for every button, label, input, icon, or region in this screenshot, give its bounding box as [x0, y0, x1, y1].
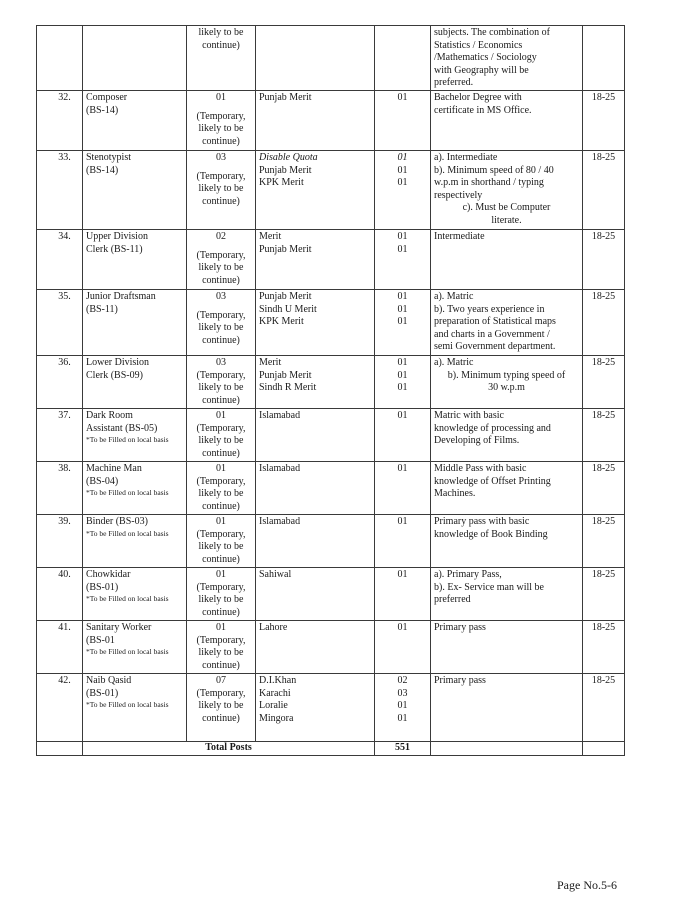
sno-cell: 36.	[37, 356, 83, 409]
post-title-cell	[83, 462, 187, 515]
qualification-cell	[431, 151, 583, 230]
qualification-line: Primary pass	[434, 622, 486, 633]
table-row	[37, 356, 625, 409]
quota-line: Karachi	[259, 687, 291, 699]
table-row	[37, 621, 625, 674]
qualification-cell	[431, 91, 583, 151]
qualification-cell	[431, 230, 583, 290]
posts-note-line: likely to be	[198, 123, 244, 134]
quota-count-line: 01	[397, 712, 408, 724]
quota-cell	[256, 462, 375, 515]
posts-note-line: continue)	[202, 659, 240, 671]
total-blank-cell	[431, 742, 583, 756]
quota-line: Islamabad	[259, 410, 301, 421]
quota-count-line: 01	[397, 382, 408, 393]
posts-note-line: likely to be	[198, 488, 244, 499]
total-blank-cell	[583, 742, 625, 756]
post-title-line: Binder (BS-03)	[86, 516, 148, 527]
posts-note-line: continue)	[202, 500, 240, 512]
posts-count: 07	[216, 675, 226, 686]
qualification-line: 30 w.p.m	[488, 382, 525, 393]
qualification-line: knowledge of Book Binding	[434, 528, 548, 540]
post-title-line: (BS-01)	[86, 687, 119, 699]
qualification-line: Machines.	[434, 488, 476, 499]
table-row	[37, 151, 625, 230]
posts-note-line: likely to be	[198, 435, 244, 446]
qualification-line: literate.	[491, 214, 522, 226]
sno-cell	[37, 26, 83, 91]
post-title-line: Stenotypist	[86, 152, 132, 163]
post-title-cell	[83, 409, 187, 462]
quota-count-line: 01	[397, 92, 408, 103]
quota-count-cell	[375, 409, 431, 462]
posts-note-line: continue)	[202, 553, 240, 565]
quota-count-cell	[375, 91, 431, 151]
post-title-line: Composer	[86, 92, 128, 103]
qualification-cell	[431, 621, 583, 674]
age-cell: 18-25	[583, 515, 625, 568]
quota-count-cell	[375, 230, 431, 290]
quota-line: Punjab Merit	[259, 92, 312, 103]
qualification-cell	[431, 356, 583, 409]
posts-note-line: likely to be	[198, 647, 244, 658]
posts-note-line: (Temporary,	[196, 309, 246, 321]
qualification-line: a). Intermediate	[434, 152, 498, 163]
post-title-line: Chowkidar	[86, 569, 131, 580]
quota-cell	[256, 91, 375, 151]
quota-line: KPK Merit	[259, 316, 304, 327]
posts-cell	[187, 26, 256, 91]
quota-count-line: 01	[397, 463, 408, 474]
local-basis-note: *To be Filled on local basis	[86, 528, 169, 538]
posts-count: 03	[216, 357, 226, 368]
quota-cell	[256, 515, 375, 568]
posts-note-line: (Temporary,	[196, 110, 246, 122]
posts-note-line: continue)	[202, 195, 240, 207]
posts-cell	[187, 230, 256, 290]
age-cell: 18-25	[583, 568, 625, 621]
table-row	[37, 515, 625, 568]
posts-cell	[187, 290, 256, 356]
posts-count: 01	[216, 463, 226, 474]
total-label: Total Posts	[83, 742, 375, 756]
quota-count-cell	[375, 356, 431, 409]
quota-line: Islamabad	[259, 463, 301, 474]
quota-line: Disable Quota	[259, 152, 318, 163]
posts-note-line: likely to be	[198, 382, 244, 393]
qualification-line: preferred	[434, 594, 471, 605]
quota-line: Merit	[259, 231, 282, 242]
posts-note-line: continue)	[202, 394, 240, 406]
quota-count-line: 01	[397, 231, 408, 242]
table-row	[37, 230, 625, 290]
posts-note-line: (Temporary,	[196, 528, 246, 540]
post-title-cell	[83, 674, 187, 742]
quota-count-line: 01	[397, 369, 408, 381]
post-title-line: Lower Division	[86, 357, 150, 368]
quota-cell	[256, 290, 375, 356]
qualification-line: certificate in MS Office.	[434, 104, 532, 116]
quota-count-line: 01	[397, 243, 408, 255]
posts-note-line: (Temporary,	[196, 475, 246, 487]
table-row	[37, 462, 625, 515]
quota-cell	[256, 230, 375, 290]
qualification-cell	[431, 674, 583, 742]
qualification-line: knowledge of Offset Printing	[434, 475, 551, 487]
local-basis-note: *To be Filled on local basis	[86, 700, 169, 709]
quota-line: KPK Merit	[259, 177, 304, 188]
quota-line: Sindh R Merit	[259, 382, 317, 393]
post-title-cell	[83, 151, 187, 230]
age-cell: 18-25	[583, 91, 625, 151]
quota-count-line: 01	[397, 516, 408, 527]
post-title-line: (BS-11)	[86, 303, 118, 315]
quota-count-line: 01	[397, 303, 408, 315]
total-value: 551	[375, 742, 431, 756]
quota-count-cell	[375, 674, 431, 742]
posts-count: 01	[216, 516, 226, 527]
qualification-line: b). Two years experience in	[434, 303, 545, 315]
post-title-cell	[83, 568, 187, 621]
qualification-line: Intermediate	[434, 231, 485, 242]
posts-count: 02	[216, 231, 226, 242]
posts-note-line: (Temporary,	[196, 422, 246, 434]
sno-cell: 33.	[37, 151, 83, 230]
posts-note-line: continue)	[202, 135, 240, 147]
qualification-line: subjects. The combination of	[434, 27, 550, 38]
quota-line: Punjab Merit	[259, 369, 312, 381]
quota-line: Mingora	[259, 712, 294, 724]
quota-line: Islamabad	[259, 516, 301, 527]
qualification-line: a). Primary Pass,	[434, 569, 502, 580]
posts-cell	[187, 409, 256, 462]
posts-note-line: likely to be	[198, 183, 244, 194]
quota-count-line: 01	[397, 410, 408, 421]
local-basis-note: *To be Filled on local basis	[86, 488, 169, 497]
post-title-cell	[83, 290, 187, 356]
posts-cell	[187, 568, 256, 621]
table-row	[37, 91, 625, 151]
quota-cell	[256, 151, 375, 230]
posts-note-line: continue)	[202, 606, 240, 618]
posts-note-line: (Temporary,	[196, 170, 246, 182]
qualification-line: Matric with basic	[434, 410, 504, 421]
quota-cell	[256, 26, 375, 91]
table-row-continued	[37, 26, 625, 91]
quota-count-cell	[375, 568, 431, 621]
post-title-line: Dark Room	[86, 410, 133, 421]
table-row	[37, 409, 625, 462]
qualification-line: /Mathematics / Sociology	[434, 52, 537, 63]
qualification-line: and charts in a Government /	[434, 328, 550, 340]
sno-cell: 38.	[37, 462, 83, 515]
post-title-line: Junior Draftsman	[86, 291, 156, 302]
qualification-line: a). Matric	[434, 291, 474, 302]
quota-count-line: 01	[397, 316, 408, 327]
post-title-line: Assistant (BS-05)	[86, 422, 158, 434]
posts-note-line: continue)	[202, 447, 240, 459]
age-cell: 18-25	[583, 230, 625, 290]
quota-count-line: 01	[397, 700, 408, 711]
posts-note-line: continue)	[202, 39, 240, 51]
quota-count-line: 01	[397, 177, 408, 188]
quota-count-line: 01	[397, 622, 408, 633]
quota-count-line: 01	[397, 152, 408, 163]
age-cell: 18-25	[583, 462, 625, 515]
sno-cell: 42.	[37, 674, 83, 742]
age-cell: 18-25	[583, 621, 625, 674]
quota-line: Merit	[259, 357, 282, 368]
sno-cell: 37.	[37, 409, 83, 462]
quota-line: Punjab Merit	[259, 243, 312, 255]
qualification-cell	[431, 515, 583, 568]
qualification-cell	[431, 290, 583, 356]
posts-note-line: likely to be	[198, 27, 244, 38]
posts-count: 01	[216, 622, 226, 633]
quota-count-line: 01	[397, 291, 408, 302]
quota-cell	[256, 568, 375, 621]
quota-count-line: 03	[397, 687, 408, 699]
posts-note-line: likely to be	[198, 594, 244, 605]
local-basis-note: *To be Filled on local basis	[86, 435, 169, 444]
post-title-line: (BS-01)	[86, 581, 119, 593]
posts-table	[36, 25, 625, 756]
sno-cell: 35.	[37, 290, 83, 356]
qualification-line: Middle Pass with basic	[434, 463, 527, 474]
posts-note-line: continue)	[202, 712, 240, 724]
posts-note-line: likely to be	[198, 700, 244, 711]
quota-line: Punjab Merit	[259, 164, 312, 176]
post-title-cell	[83, 230, 187, 290]
post-title-cell	[83, 26, 187, 91]
posts-cell	[187, 151, 256, 230]
posts-count: 03	[216, 291, 226, 302]
qualification-line: Statistics / Economics	[434, 39, 523, 51]
posts-note-line: continue)	[202, 334, 240, 346]
posts-cell	[187, 91, 256, 151]
qualification-line: b). Ex- Service man will be	[434, 581, 544, 593]
posts-note-line: likely to be	[198, 322, 244, 333]
quota-count-cell	[375, 515, 431, 568]
qualification-cell	[431, 568, 583, 621]
quota-count-line: 01	[397, 569, 408, 580]
quota-count-line: 01	[397, 357, 408, 368]
qualification-line: c). Must be Computer	[462, 202, 551, 213]
qualification-cell	[431, 409, 583, 462]
age-cell	[583, 26, 625, 91]
quota-count-cell	[375, 621, 431, 674]
posts-cell	[187, 356, 256, 409]
posts-note-line: likely to be	[198, 262, 244, 273]
posts-note-line: continue)	[202, 274, 240, 286]
page-number: Page No.5-6	[557, 878, 617, 892]
quota-line: Loralie	[259, 700, 288, 711]
sno-cell: 34.	[37, 230, 83, 290]
post-title-cell	[83, 356, 187, 409]
post-title-line: Machine Man	[86, 463, 142, 474]
post-title-line: Upper Division	[86, 231, 148, 242]
quota-line: Punjab Merit	[259, 291, 312, 302]
posts-note-line: (Temporary,	[196, 687, 246, 699]
age-cell: 18-25	[583, 409, 625, 462]
qualification-line: a). Matric	[434, 357, 474, 368]
post-title-cell	[83, 91, 187, 151]
quota-line: D.I.Khan	[259, 675, 297, 686]
age-cell: 18-25	[583, 674, 625, 742]
age-cell: 18-25	[583, 356, 625, 409]
qualification-line: respectively	[434, 189, 483, 201]
qualification-line: Primary pass with basic	[434, 516, 530, 527]
quota-count-cell	[375, 290, 431, 356]
quota-count-cell	[375, 462, 431, 515]
quota-line: Sindh U Merit	[259, 303, 317, 315]
qualification-line: Developing of Films.	[434, 435, 520, 446]
quota-cell	[256, 621, 375, 674]
qualification-line: with Geography will be	[434, 64, 529, 76]
qualification-line: preferred.	[434, 77, 474, 88]
sno-cell: 32.	[37, 91, 83, 151]
post-title-line: (BS-14)	[86, 104, 119, 116]
qualification-cell	[431, 462, 583, 515]
post-title-line: (BS-04)	[86, 475, 119, 487]
table-row	[37, 290, 625, 356]
quota-cell	[256, 409, 375, 462]
posts-cell	[187, 621, 256, 674]
post-title-line: Sanitary Worker	[86, 622, 152, 633]
post-title-cell	[83, 515, 187, 568]
document-sheet	[36, 25, 624, 756]
quota-count-cell	[375, 151, 431, 230]
post-title-line: Naib Qasid	[86, 675, 132, 686]
posts-count: 01	[216, 92, 226, 103]
posts-note-line: likely to be	[198, 541, 244, 552]
sno-cell: 40.	[37, 568, 83, 621]
post-title-line: Clerk (BS-11)	[86, 243, 143, 255]
posts-cell	[187, 462, 256, 515]
qualification-line: semi Government department.	[434, 341, 556, 352]
local-basis-note: *To be Filled on local basis	[86, 647, 169, 656]
posts-count: 01	[216, 569, 226, 580]
qualification-line: b). Minimum typing speed of	[447, 369, 566, 381]
qualification-line: w.p.m in shorthand / typing	[434, 177, 544, 188]
posts-count: 01	[216, 410, 226, 421]
sno-cell: 41.	[37, 621, 83, 674]
posts-note-line: (Temporary,	[196, 369, 246, 381]
post-title-line: Clerk (BS-09)	[86, 369, 143, 381]
total-row	[37, 742, 625, 756]
age-cell: 18-25	[583, 151, 625, 230]
table-row	[37, 674, 625, 742]
quota-cell	[256, 356, 375, 409]
qualification-line: preparation of Statistical maps	[434, 316, 556, 327]
quota-count-cell	[375, 26, 431, 91]
posts-cell	[187, 515, 256, 568]
post-title-cell	[83, 621, 187, 674]
posts-cell	[187, 674, 256, 742]
quota-cell	[256, 674, 375, 742]
post-title-line: (BS-01	[86, 634, 115, 646]
posts-note-line: (Temporary,	[196, 581, 246, 593]
posts-note-line: (Temporary,	[196, 634, 246, 646]
quota-count-line: 02	[397, 675, 408, 686]
posts-count: 03	[216, 152, 226, 163]
quota-line: Sahiwal	[259, 569, 292, 580]
post-title-line: (BS-14)	[86, 164, 119, 176]
quota-line: Lahore	[259, 622, 288, 633]
table-row	[37, 568, 625, 621]
qualification-line: b). Minimum speed of 80 / 40	[434, 164, 554, 176]
local-basis-note: *To be Filled on local basis	[86, 594, 169, 603]
quota-count-line: 01	[397, 164, 408, 176]
qualification-line: knowledge of processing and	[434, 422, 551, 434]
posts-note-line: (Temporary,	[196, 249, 246, 261]
qualification-line: Primary pass	[434, 675, 486, 686]
qualification-cell	[431, 26, 583, 91]
qualification-line: Bachelor Degree with	[434, 92, 522, 103]
total-blank-cell	[37, 742, 83, 756]
age-cell: 18-25	[583, 290, 625, 356]
sno-cell: 39.	[37, 515, 83, 568]
